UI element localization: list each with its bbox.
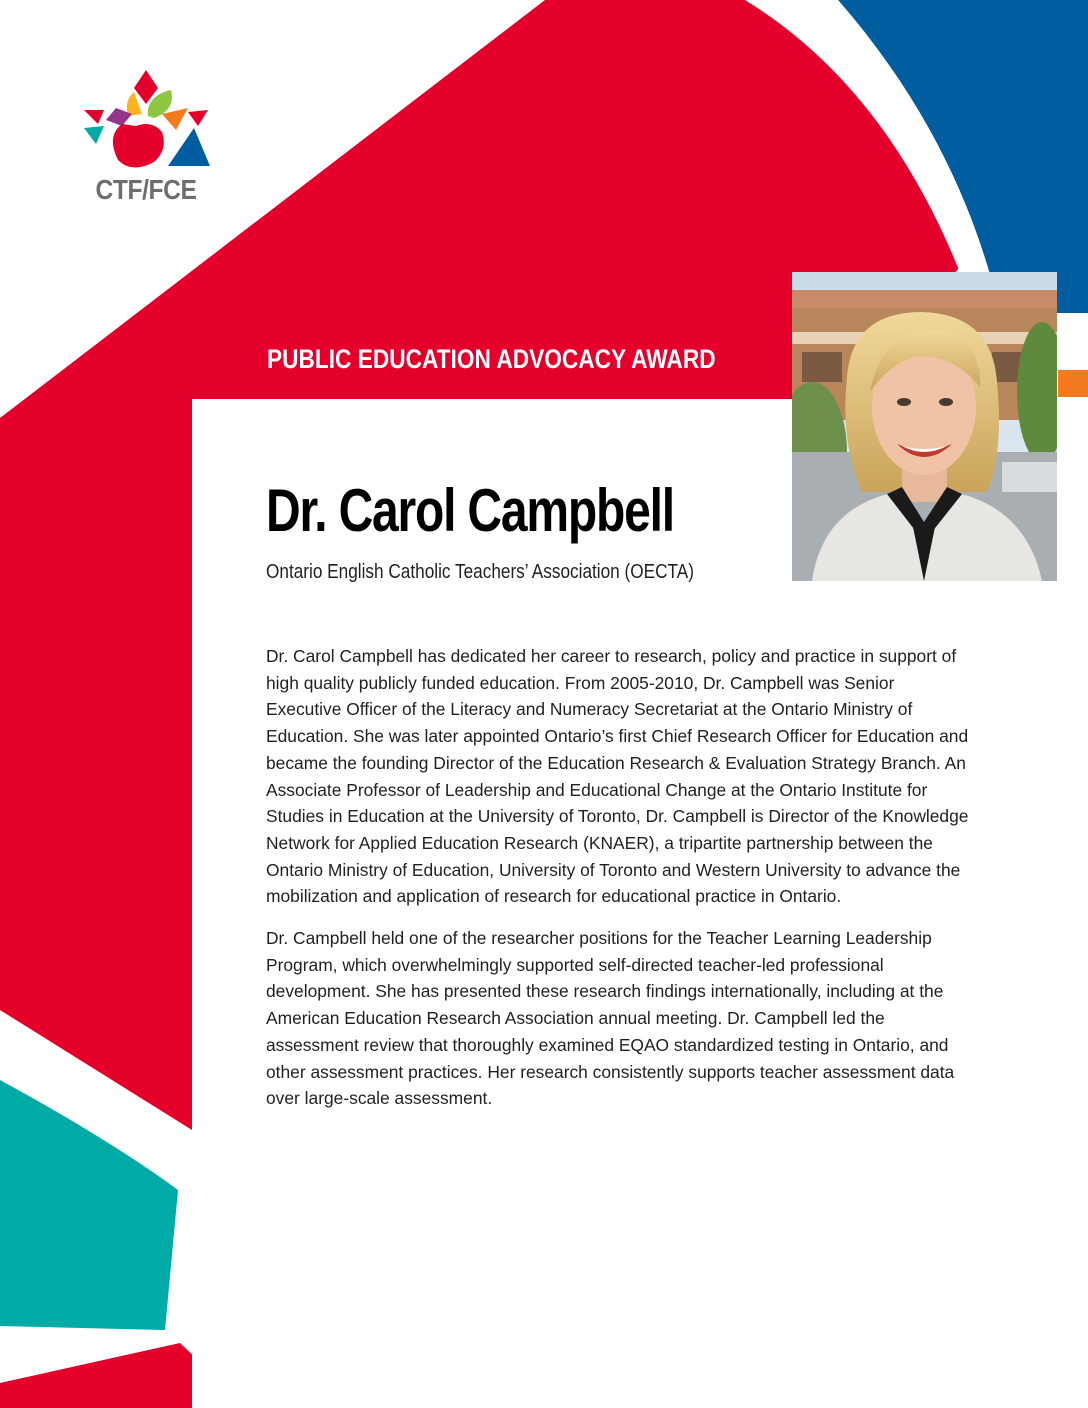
biography — [266, 643, 972, 1127]
logo-text: CTF/FCE — [95, 174, 197, 205]
recipient-name: Dr. Carol Campbell — [266, 477, 674, 544]
ctf-fce-logo — [76, 66, 216, 211]
maple-leaf-logo-icon — [76, 66, 216, 174]
recipient-affiliation: Ontario English Catholic Teachers’ Association (OECTA) — [266, 561, 694, 583]
portrait-photo-icon — [792, 272, 1057, 581]
orange-tab-shape — [1058, 370, 1088, 397]
award-title: PUBLIC EDUCATION ADVOCACY AWARD — [267, 344, 716, 374]
teal-shape — [0, 1080, 178, 1330]
bio-paragraph: Dr. Carol Campbell has dedicated her career to research, policy and practice in support of high quality publicly funded education. From 2005-2010, Dr. Campbell was Senior Executive Officer of the Literacy and Numeracy Secretariat at the Ontario Ministry of Education. She was later appointed Ontario’s first Chief Research Officer for Education and became the founding Director of the Education Research & Evaluation Strategy Branch. An Associate Professor of Leadership and Educational Change at the Ontario Institute for Studies in Education at the University of Toronto, Dr. Campbell is Director of the Knowledge Network for Applied Education Research (KNAER), a tripartite partnership between the Ontario Ministry of Education, University of Toronto and Western University to advance the mobilization and application of research for educational practice in Ontario. — [266, 646, 969, 907]
bio-paragraph: Dr. Campbell held one of the researcher positions for the Teacher Learning Leadership Program, which overwhelmingly supported self-directed teacher-led professional development. She has presented these research findings internationally, including at the American Education Research Association annual meeting. Dr. Campbell led the assessment review that thoroughly examined EQAO standardized testing in Ontario, and other assessment practices. Her research consistently supports teacher assessment data over large-scale assessment. — [266, 928, 955, 1109]
